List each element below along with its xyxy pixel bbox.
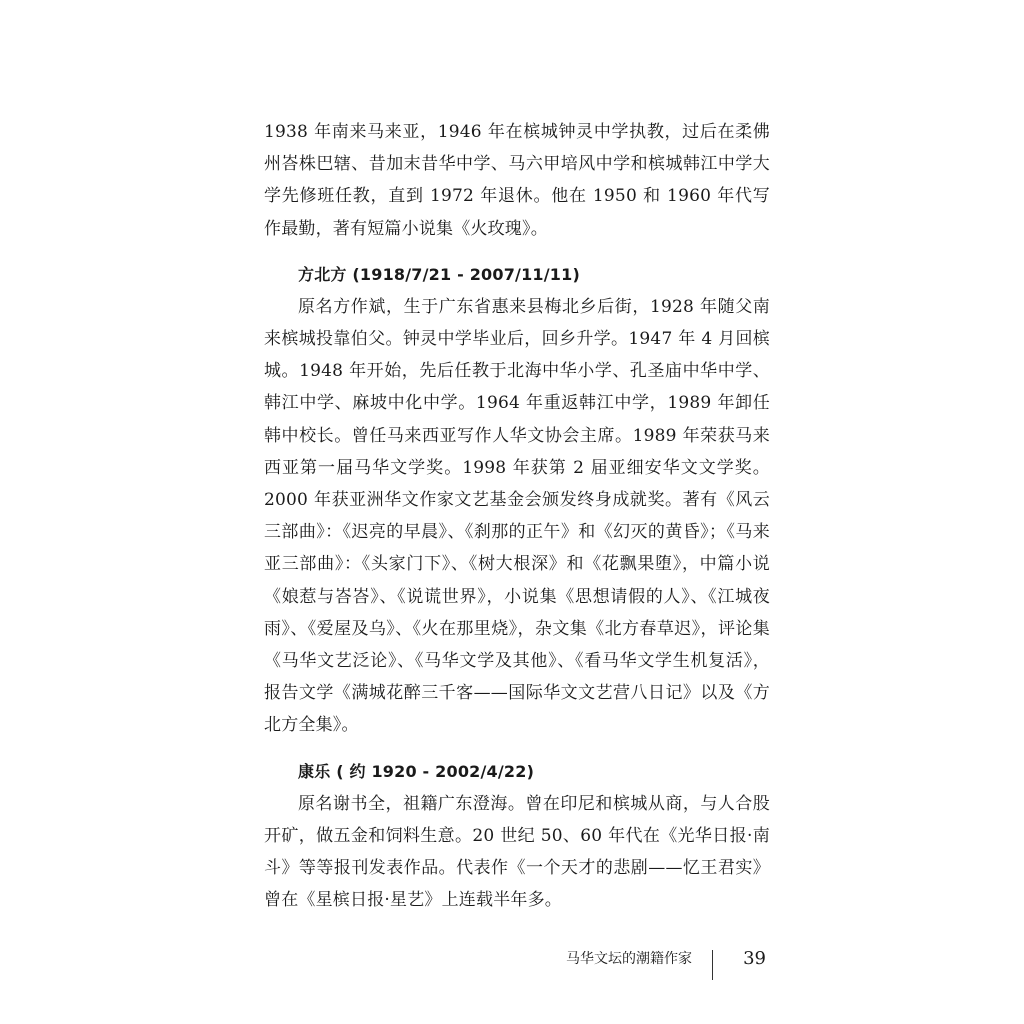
section-heading-kang-le [264,756,770,788]
section-heading-fang-beifang [264,259,770,291]
intro-paragraph: 1938 年南来马来亚，1946 年在槟城钟灵中学执教，过后在柔佛州峇株巴辖、昔加末昔华中学、马六甲培风中学和槟城韩江中学大学先修班任教，直到 1972 年退休。他在 1950 和 1960 年代写作最勤，著有短篇小说集《火玫瑰》。 [264,122,770,239]
author-name: 方北方 [298,264,347,284]
section-body-kang-le: 原名谢书全，祖籍广东澄海。曾在印尼和槟城从商，与人合股开矿，做五金和饲料生意。20 世纪 50、60 年代在《光华日报·南斗》等等报刊发表作品。代表作《一个天才的悲剧——忆王君实》曾在《星槟日报·星艺》上连载半年多。 [264,793,770,911]
page-footer [500,944,770,980]
running-footer-title: 马华文坛的潮籍作家 [566,951,692,967]
author-dates: (1918/7/21 - 2007/11/11) [352,264,580,284]
author-dates: ( 约 1920 - 2002/4/22) [336,761,535,781]
section-body-fang-beifang: 原名方作斌，生于广东省惠来县梅北乡后街，1928 年随父南来槟城投靠伯父。钟灵中学毕业后，回乡升学。1947 年 4 月回槟城。1948 年开始，先后任教于北海中华小学、孔圣庙中华中学、韩江中学、麻坡中化中学。1964 年重返韩江中学，1989 年卸任韩中校长。曾任马来西亚写作人华文协会主席。1989 年荣获马来西亚第一届马华文学奖。1998 年获第 2 届亚细安华文文学奖。2000 年获亚洲华文作家文艺基金会颁发终身成就奖。著有《风云三部曲》：《迟亮的早晨》、《刹那的正午》和《幻灭的黄昏》；《马来亚三部曲》：《头家门下》、《树大根深》和《花飘果堕》，中篇小说《娘惹与峇峇》、《说谎世界》，小说集《思想请假的人》、《江城夜雨》、《爱屋及乌》、《火在那里烧》，杂文集《北方春草迟》，评论集《马华文艺泛论》、《马华文学及其他》、《看马华文学生机复活》，报告文学《满城花醉三千客——国际华文文艺营八日记》以及《方北方全集》。 [264,296,770,736]
footer-divider [712,950,713,980]
page-body [264,116,770,916]
page-number: 39 [743,948,766,969]
author-name: 康乐 [298,761,331,781]
